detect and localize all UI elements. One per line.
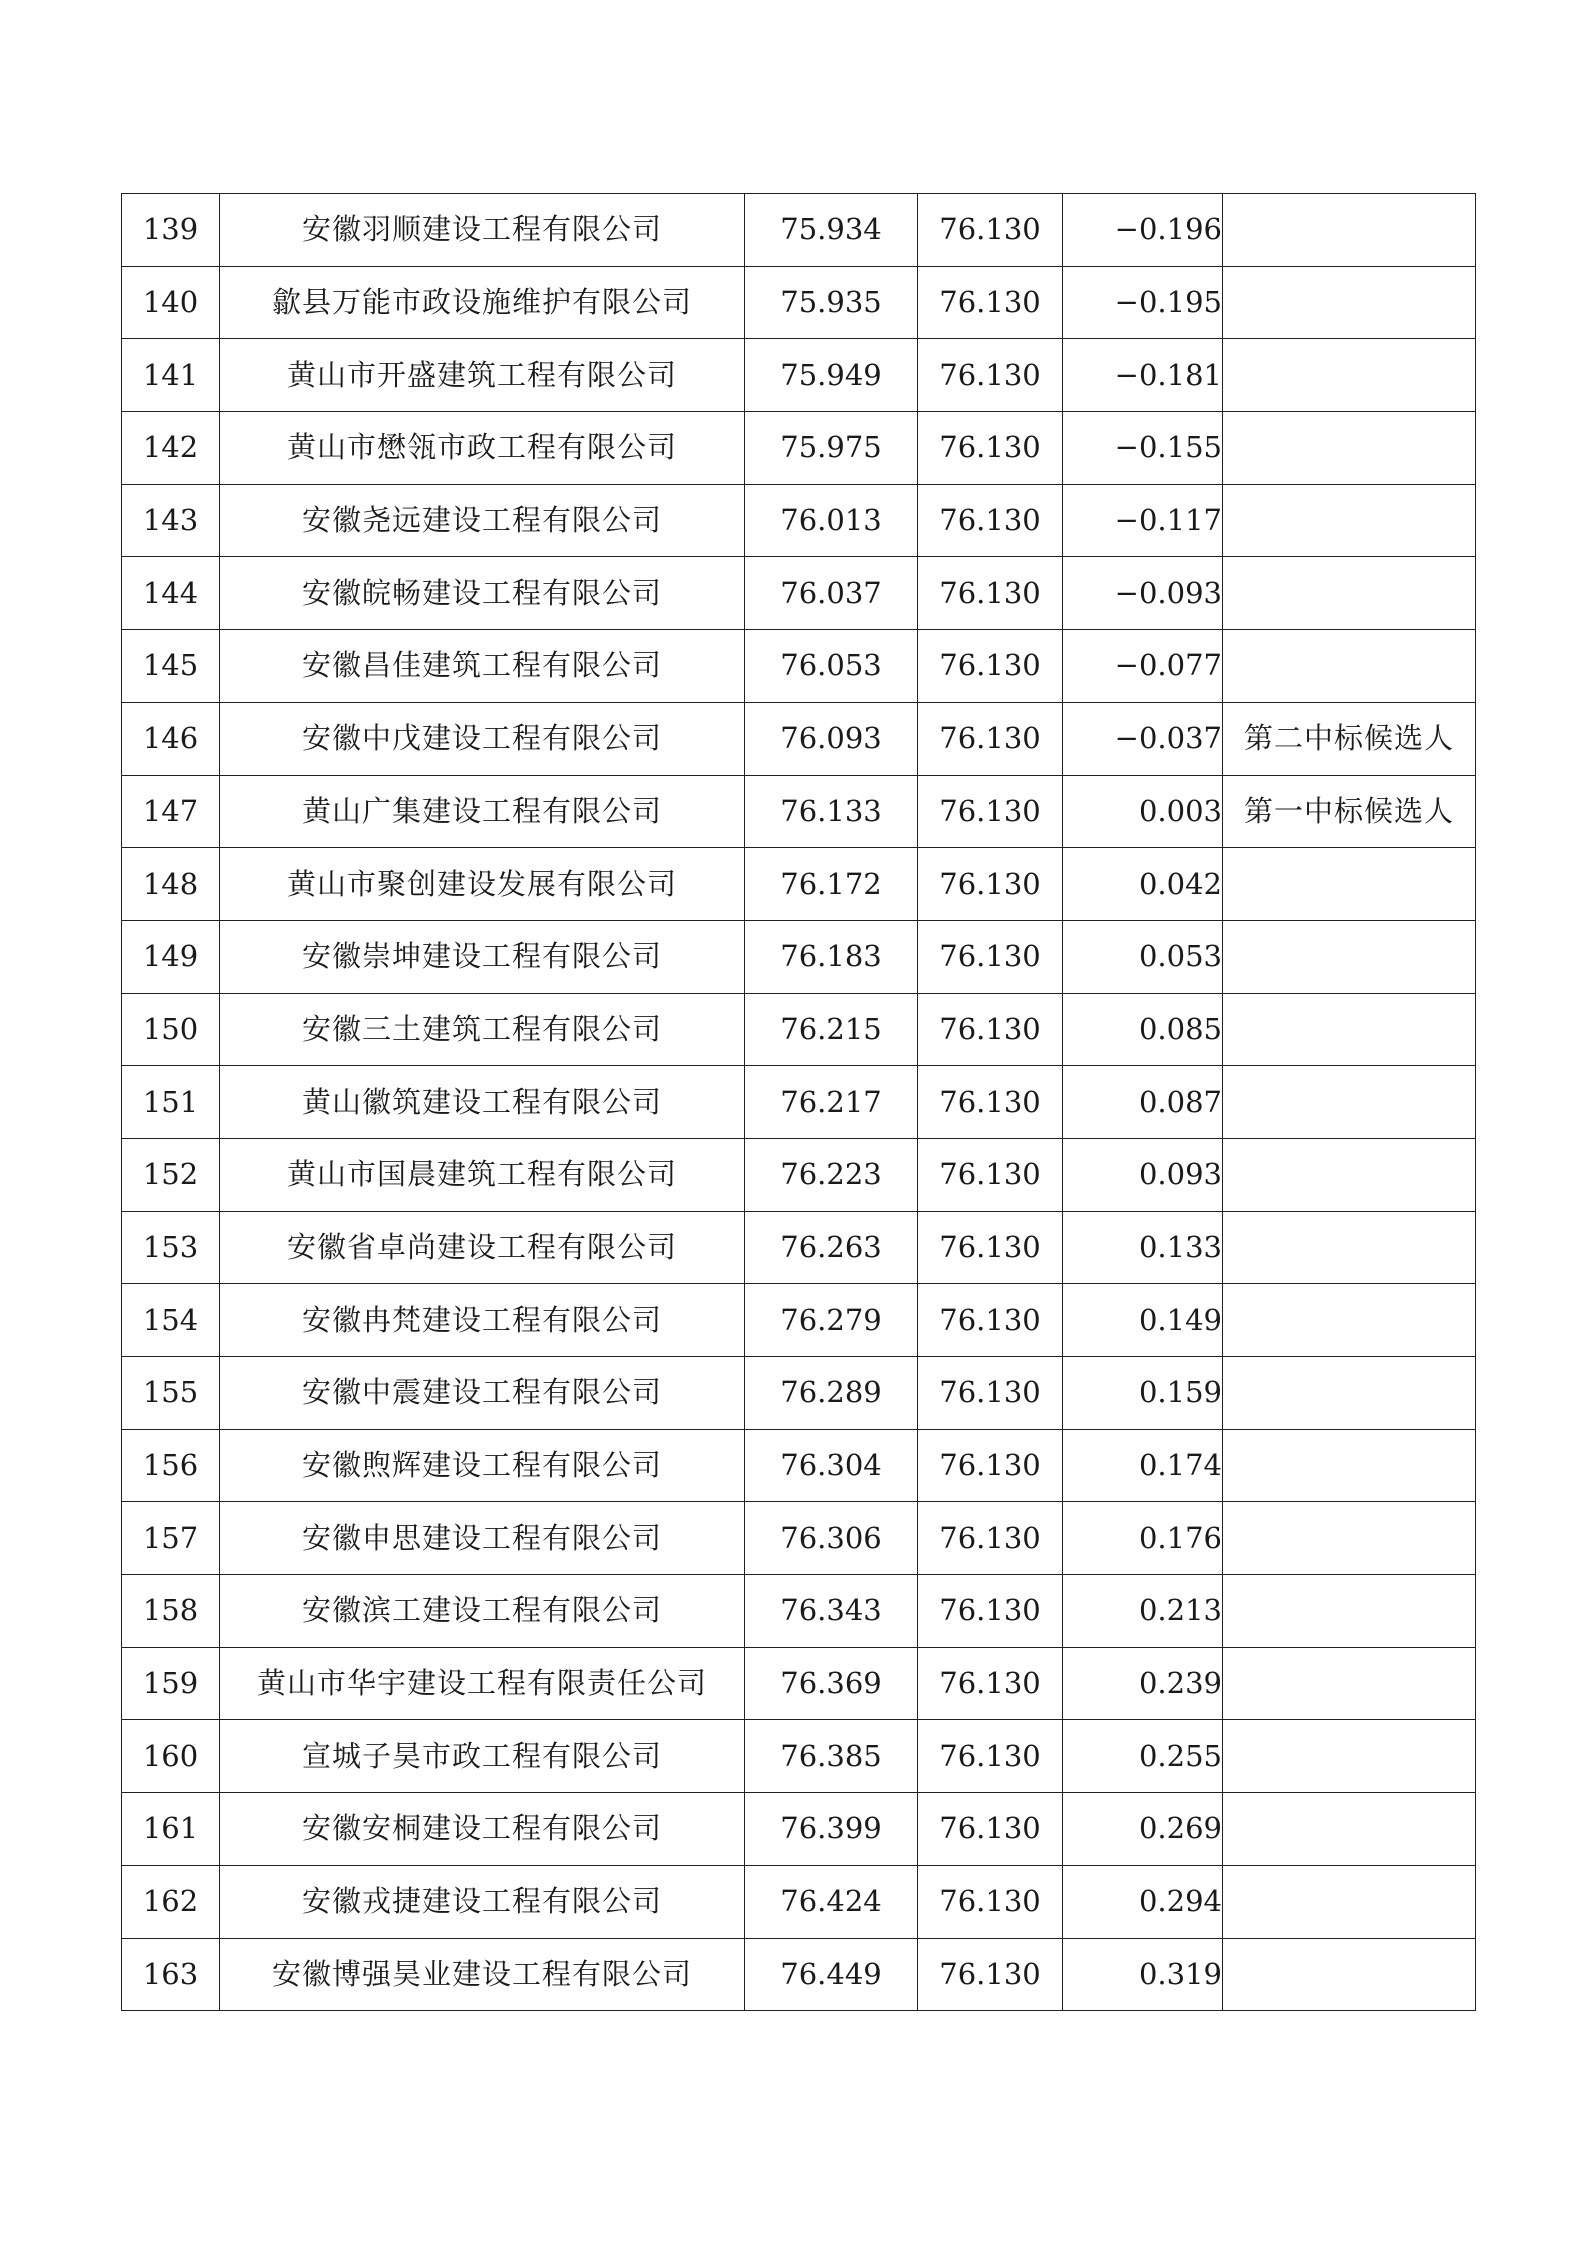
table-row bbox=[122, 412, 1476, 485]
score-deviation-cell: −0.196 bbox=[1063, 194, 1223, 267]
remark-cell bbox=[1223, 1502, 1476, 1575]
remark-cell bbox=[1223, 1575, 1476, 1648]
remark-cell: 第二中标候选人 bbox=[1223, 702, 1476, 775]
benchmark-score-cell: 76.130 bbox=[918, 1284, 1063, 1357]
bid-score-cell: 76.306 bbox=[745, 1502, 918, 1575]
company-name-cell: 安徽戎捷建设工程有限公司 bbox=[220, 1865, 745, 1938]
benchmark-score-cell: 76.130 bbox=[918, 920, 1063, 993]
table-row bbox=[122, 557, 1476, 630]
remark-cell bbox=[1223, 1865, 1476, 1938]
score-deviation-cell: 0.149 bbox=[1063, 1284, 1223, 1357]
score-deviation-cell: 0.053 bbox=[1063, 920, 1223, 993]
score-deviation-cell: 0.133 bbox=[1063, 1211, 1223, 1284]
row-number-cell: 141 bbox=[122, 339, 220, 412]
remark-cell: 第一中标候选人 bbox=[1223, 775, 1476, 848]
company-name-cell: 安徽崇坤建设工程有限公司 bbox=[220, 920, 745, 993]
bid-score-cell: 76.133 bbox=[745, 775, 918, 848]
benchmark-score-cell: 76.130 bbox=[918, 412, 1063, 485]
table-row bbox=[122, 1211, 1476, 1284]
benchmark-score-cell: 76.130 bbox=[918, 775, 1063, 848]
company-name-cell: 黄山广集建设工程有限公司 bbox=[220, 775, 745, 848]
benchmark-score-cell: 76.130 bbox=[918, 1793, 1063, 1866]
remark-cell bbox=[1223, 1211, 1476, 1284]
remark-cell bbox=[1223, 266, 1476, 339]
table-body bbox=[122, 194, 1476, 2011]
remark-cell bbox=[1223, 1357, 1476, 1430]
remark-cell bbox=[1223, 1138, 1476, 1211]
benchmark-score-cell: 76.130 bbox=[918, 1575, 1063, 1648]
bid-score-cell: 75.935 bbox=[745, 266, 918, 339]
bid-score-cell: 76.183 bbox=[745, 920, 918, 993]
table-row bbox=[122, 775, 1476, 848]
row-number-cell: 154 bbox=[122, 1284, 220, 1357]
benchmark-score-cell: 76.130 bbox=[918, 557, 1063, 630]
score-deviation-cell: 0.239 bbox=[1063, 1647, 1223, 1720]
row-number-cell: 155 bbox=[122, 1357, 220, 1430]
company-name-cell: 黄山市懋瓴市政工程有限公司 bbox=[220, 412, 745, 485]
row-number-cell: 146 bbox=[122, 702, 220, 775]
benchmark-score-cell: 76.130 bbox=[918, 1720, 1063, 1793]
row-number-cell: 161 bbox=[122, 1793, 220, 1866]
score-deviation-cell: −0.195 bbox=[1063, 266, 1223, 339]
bid-score-cell: 76.343 bbox=[745, 1575, 918, 1648]
company-name-cell: 安徽皖畅建设工程有限公司 bbox=[220, 557, 745, 630]
score-deviation-cell: 0.087 bbox=[1063, 1066, 1223, 1139]
table-row bbox=[122, 702, 1476, 775]
company-name-cell: 安徽中戊建设工程有限公司 bbox=[220, 702, 745, 775]
benchmark-score-cell: 76.130 bbox=[918, 1938, 1063, 2011]
table-row bbox=[122, 1284, 1476, 1357]
remark-cell bbox=[1223, 920, 1476, 993]
score-deviation-cell: −0.155 bbox=[1063, 412, 1223, 485]
score-deviation-cell: 0.294 bbox=[1063, 1865, 1223, 1938]
score-deviation-cell: −0.181 bbox=[1063, 339, 1223, 412]
score-deviation-cell: −0.077 bbox=[1063, 630, 1223, 703]
bid-score-cell: 76.424 bbox=[745, 1865, 918, 1938]
bid-score-cell: 76.172 bbox=[745, 848, 918, 921]
score-deviation-cell: 0.003 bbox=[1063, 775, 1223, 848]
table-row bbox=[122, 848, 1476, 921]
table-row bbox=[122, 1793, 1476, 1866]
table-row bbox=[122, 1429, 1476, 1502]
benchmark-score-cell: 76.130 bbox=[918, 484, 1063, 557]
company-name-cell: 安徽尧远建设工程有限公司 bbox=[220, 484, 745, 557]
remark-cell bbox=[1223, 412, 1476, 485]
company-name-cell: 安徽昌佳建筑工程有限公司 bbox=[220, 630, 745, 703]
company-name-cell: 黄山市聚创建设发展有限公司 bbox=[220, 848, 745, 921]
row-number-cell: 163 bbox=[122, 1938, 220, 2011]
row-number-cell: 162 bbox=[122, 1865, 220, 1938]
table-row bbox=[122, 630, 1476, 703]
row-number-cell: 144 bbox=[122, 557, 220, 630]
row-number-cell: 148 bbox=[122, 848, 220, 921]
bid-score-cell: 76.399 bbox=[745, 1793, 918, 1866]
remark-cell bbox=[1223, 993, 1476, 1066]
remark-cell bbox=[1223, 339, 1476, 412]
benchmark-score-cell: 76.130 bbox=[918, 993, 1063, 1066]
company-name-cell: 安徽三土建筑工程有限公司 bbox=[220, 993, 745, 1066]
table-row bbox=[122, 1138, 1476, 1211]
score-deviation-cell: 0.174 bbox=[1063, 1429, 1223, 1502]
company-name-cell: 安徽安桐建设工程有限公司 bbox=[220, 1793, 745, 1866]
remark-cell bbox=[1223, 557, 1476, 630]
benchmark-score-cell: 76.130 bbox=[918, 1357, 1063, 1430]
row-number-cell: 149 bbox=[122, 920, 220, 993]
bid-score-cell: 76.279 bbox=[745, 1284, 918, 1357]
company-name-cell: 安徽省卓尚建设工程有限公司 bbox=[220, 1211, 745, 1284]
row-number-cell: 160 bbox=[122, 1720, 220, 1793]
score-deviation-cell: 0.213 bbox=[1063, 1575, 1223, 1648]
row-number-cell: 147 bbox=[122, 775, 220, 848]
table-row bbox=[122, 484, 1476, 557]
score-deviation-cell: −0.093 bbox=[1063, 557, 1223, 630]
remark-cell bbox=[1223, 1066, 1476, 1139]
score-deviation-cell: 0.319 bbox=[1063, 1938, 1223, 2011]
company-name-cell: 黄山市开盛建筑工程有限公司 bbox=[220, 339, 745, 412]
bid-score-cell: 76.217 bbox=[745, 1066, 918, 1139]
benchmark-score-cell: 76.130 bbox=[918, 1502, 1063, 1575]
score-deviation-cell: −0.117 bbox=[1063, 484, 1223, 557]
benchmark-score-cell: 76.130 bbox=[918, 630, 1063, 703]
score-deviation-cell: −0.037 bbox=[1063, 702, 1223, 775]
benchmark-score-cell: 76.130 bbox=[918, 1865, 1063, 1938]
bid-score-cell: 76.013 bbox=[745, 484, 918, 557]
remark-cell bbox=[1223, 1720, 1476, 1793]
remark-cell bbox=[1223, 1429, 1476, 1502]
score-deviation-cell: 0.269 bbox=[1063, 1793, 1223, 1866]
benchmark-score-cell: 76.130 bbox=[918, 1429, 1063, 1502]
table-row bbox=[122, 1720, 1476, 1793]
table-row bbox=[122, 920, 1476, 993]
benchmark-score-cell: 76.130 bbox=[918, 266, 1063, 339]
remark-cell bbox=[1223, 1793, 1476, 1866]
row-number-cell: 156 bbox=[122, 1429, 220, 1502]
bid-score-cell: 76.093 bbox=[745, 702, 918, 775]
remark-cell bbox=[1223, 1284, 1476, 1357]
row-number-cell: 139 bbox=[122, 194, 220, 267]
score-deviation-cell: 0.042 bbox=[1063, 848, 1223, 921]
company-name-cell: 安徽博强昊业建设工程有限公司 bbox=[220, 1938, 745, 2011]
row-number-cell: 153 bbox=[122, 1211, 220, 1284]
bid-score-cell: 76.385 bbox=[745, 1720, 918, 1793]
score-deviation-cell: 0.176 bbox=[1063, 1502, 1223, 1575]
benchmark-score-cell: 76.130 bbox=[918, 194, 1063, 267]
company-name-cell: 安徽冉梵建设工程有限公司 bbox=[220, 1284, 745, 1357]
bid-score-cell: 76.289 bbox=[745, 1357, 918, 1430]
row-number-cell: 152 bbox=[122, 1138, 220, 1211]
remark-cell bbox=[1223, 484, 1476, 557]
benchmark-score-cell: 76.130 bbox=[918, 1211, 1063, 1284]
company-name-cell: 黄山市华宇建设工程有限责任公司 bbox=[220, 1647, 745, 1720]
bid-score-cell: 76.215 bbox=[745, 993, 918, 1066]
table-row bbox=[122, 1938, 1476, 2011]
table-row bbox=[122, 1502, 1476, 1575]
score-deviation-cell: 0.159 bbox=[1063, 1357, 1223, 1430]
bid-score-cell: 75.975 bbox=[745, 412, 918, 485]
table-row bbox=[122, 1647, 1476, 1720]
company-name-cell: 安徽中震建设工程有限公司 bbox=[220, 1357, 745, 1430]
table-row bbox=[122, 1066, 1476, 1139]
company-name-cell: 安徽煦辉建设工程有限公司 bbox=[220, 1429, 745, 1502]
bid-score-cell: 76.304 bbox=[745, 1429, 918, 1502]
remark-cell bbox=[1223, 848, 1476, 921]
bid-score-cell: 76.053 bbox=[745, 630, 918, 703]
bid-results-table bbox=[121, 193, 1476, 2011]
remark-cell bbox=[1223, 1647, 1476, 1720]
table-row bbox=[122, 1575, 1476, 1648]
table-row bbox=[122, 339, 1476, 412]
company-name-cell: 安徽申思建设工程有限公司 bbox=[220, 1502, 745, 1575]
table-row bbox=[122, 1357, 1476, 1430]
bid-score-cell: 75.934 bbox=[745, 194, 918, 267]
bid-score-cell: 76.369 bbox=[745, 1647, 918, 1720]
row-number-cell: 140 bbox=[122, 266, 220, 339]
bid-score-cell: 76.223 bbox=[745, 1138, 918, 1211]
company-name-cell: 歙县万能市政设施维护有限公司 bbox=[220, 266, 745, 339]
benchmark-score-cell: 76.130 bbox=[918, 702, 1063, 775]
row-number-cell: 158 bbox=[122, 1575, 220, 1648]
company-name-cell: 黄山徽筑建设工程有限公司 bbox=[220, 1066, 745, 1139]
table-row bbox=[122, 266, 1476, 339]
company-name-cell: 安徽滨工建设工程有限公司 bbox=[220, 1575, 745, 1648]
benchmark-score-cell: 76.130 bbox=[918, 339, 1063, 412]
bid-score-cell: 76.263 bbox=[745, 1211, 918, 1284]
company-name-cell: 宣城子昊市政工程有限公司 bbox=[220, 1720, 745, 1793]
row-number-cell: 145 bbox=[122, 630, 220, 703]
table-row bbox=[122, 1865, 1476, 1938]
row-number-cell: 159 bbox=[122, 1647, 220, 1720]
score-deviation-cell: 0.085 bbox=[1063, 993, 1223, 1066]
row-number-cell: 151 bbox=[122, 1066, 220, 1139]
remark-cell bbox=[1223, 1938, 1476, 2011]
bid-score-cell: 76.449 bbox=[745, 1938, 918, 2011]
table-row bbox=[122, 993, 1476, 1066]
row-number-cell: 157 bbox=[122, 1502, 220, 1575]
company-name-cell: 安徽羽顺建设工程有限公司 bbox=[220, 194, 745, 267]
remark-cell bbox=[1223, 630, 1476, 703]
benchmark-score-cell: 76.130 bbox=[918, 1138, 1063, 1211]
score-deviation-cell: 0.093 bbox=[1063, 1138, 1223, 1211]
row-number-cell: 142 bbox=[122, 412, 220, 485]
remark-cell bbox=[1223, 194, 1476, 267]
bid-score-cell: 75.949 bbox=[745, 339, 918, 412]
table-row bbox=[122, 194, 1476, 267]
company-name-cell: 黄山市国晨建筑工程有限公司 bbox=[220, 1138, 745, 1211]
benchmark-score-cell: 76.130 bbox=[918, 1647, 1063, 1720]
row-number-cell: 143 bbox=[122, 484, 220, 557]
score-deviation-cell: 0.255 bbox=[1063, 1720, 1223, 1793]
row-number-cell: 150 bbox=[122, 993, 220, 1066]
benchmark-score-cell: 76.130 bbox=[918, 1066, 1063, 1139]
bid-score-cell: 76.037 bbox=[745, 557, 918, 630]
benchmark-score-cell: 76.130 bbox=[918, 848, 1063, 921]
